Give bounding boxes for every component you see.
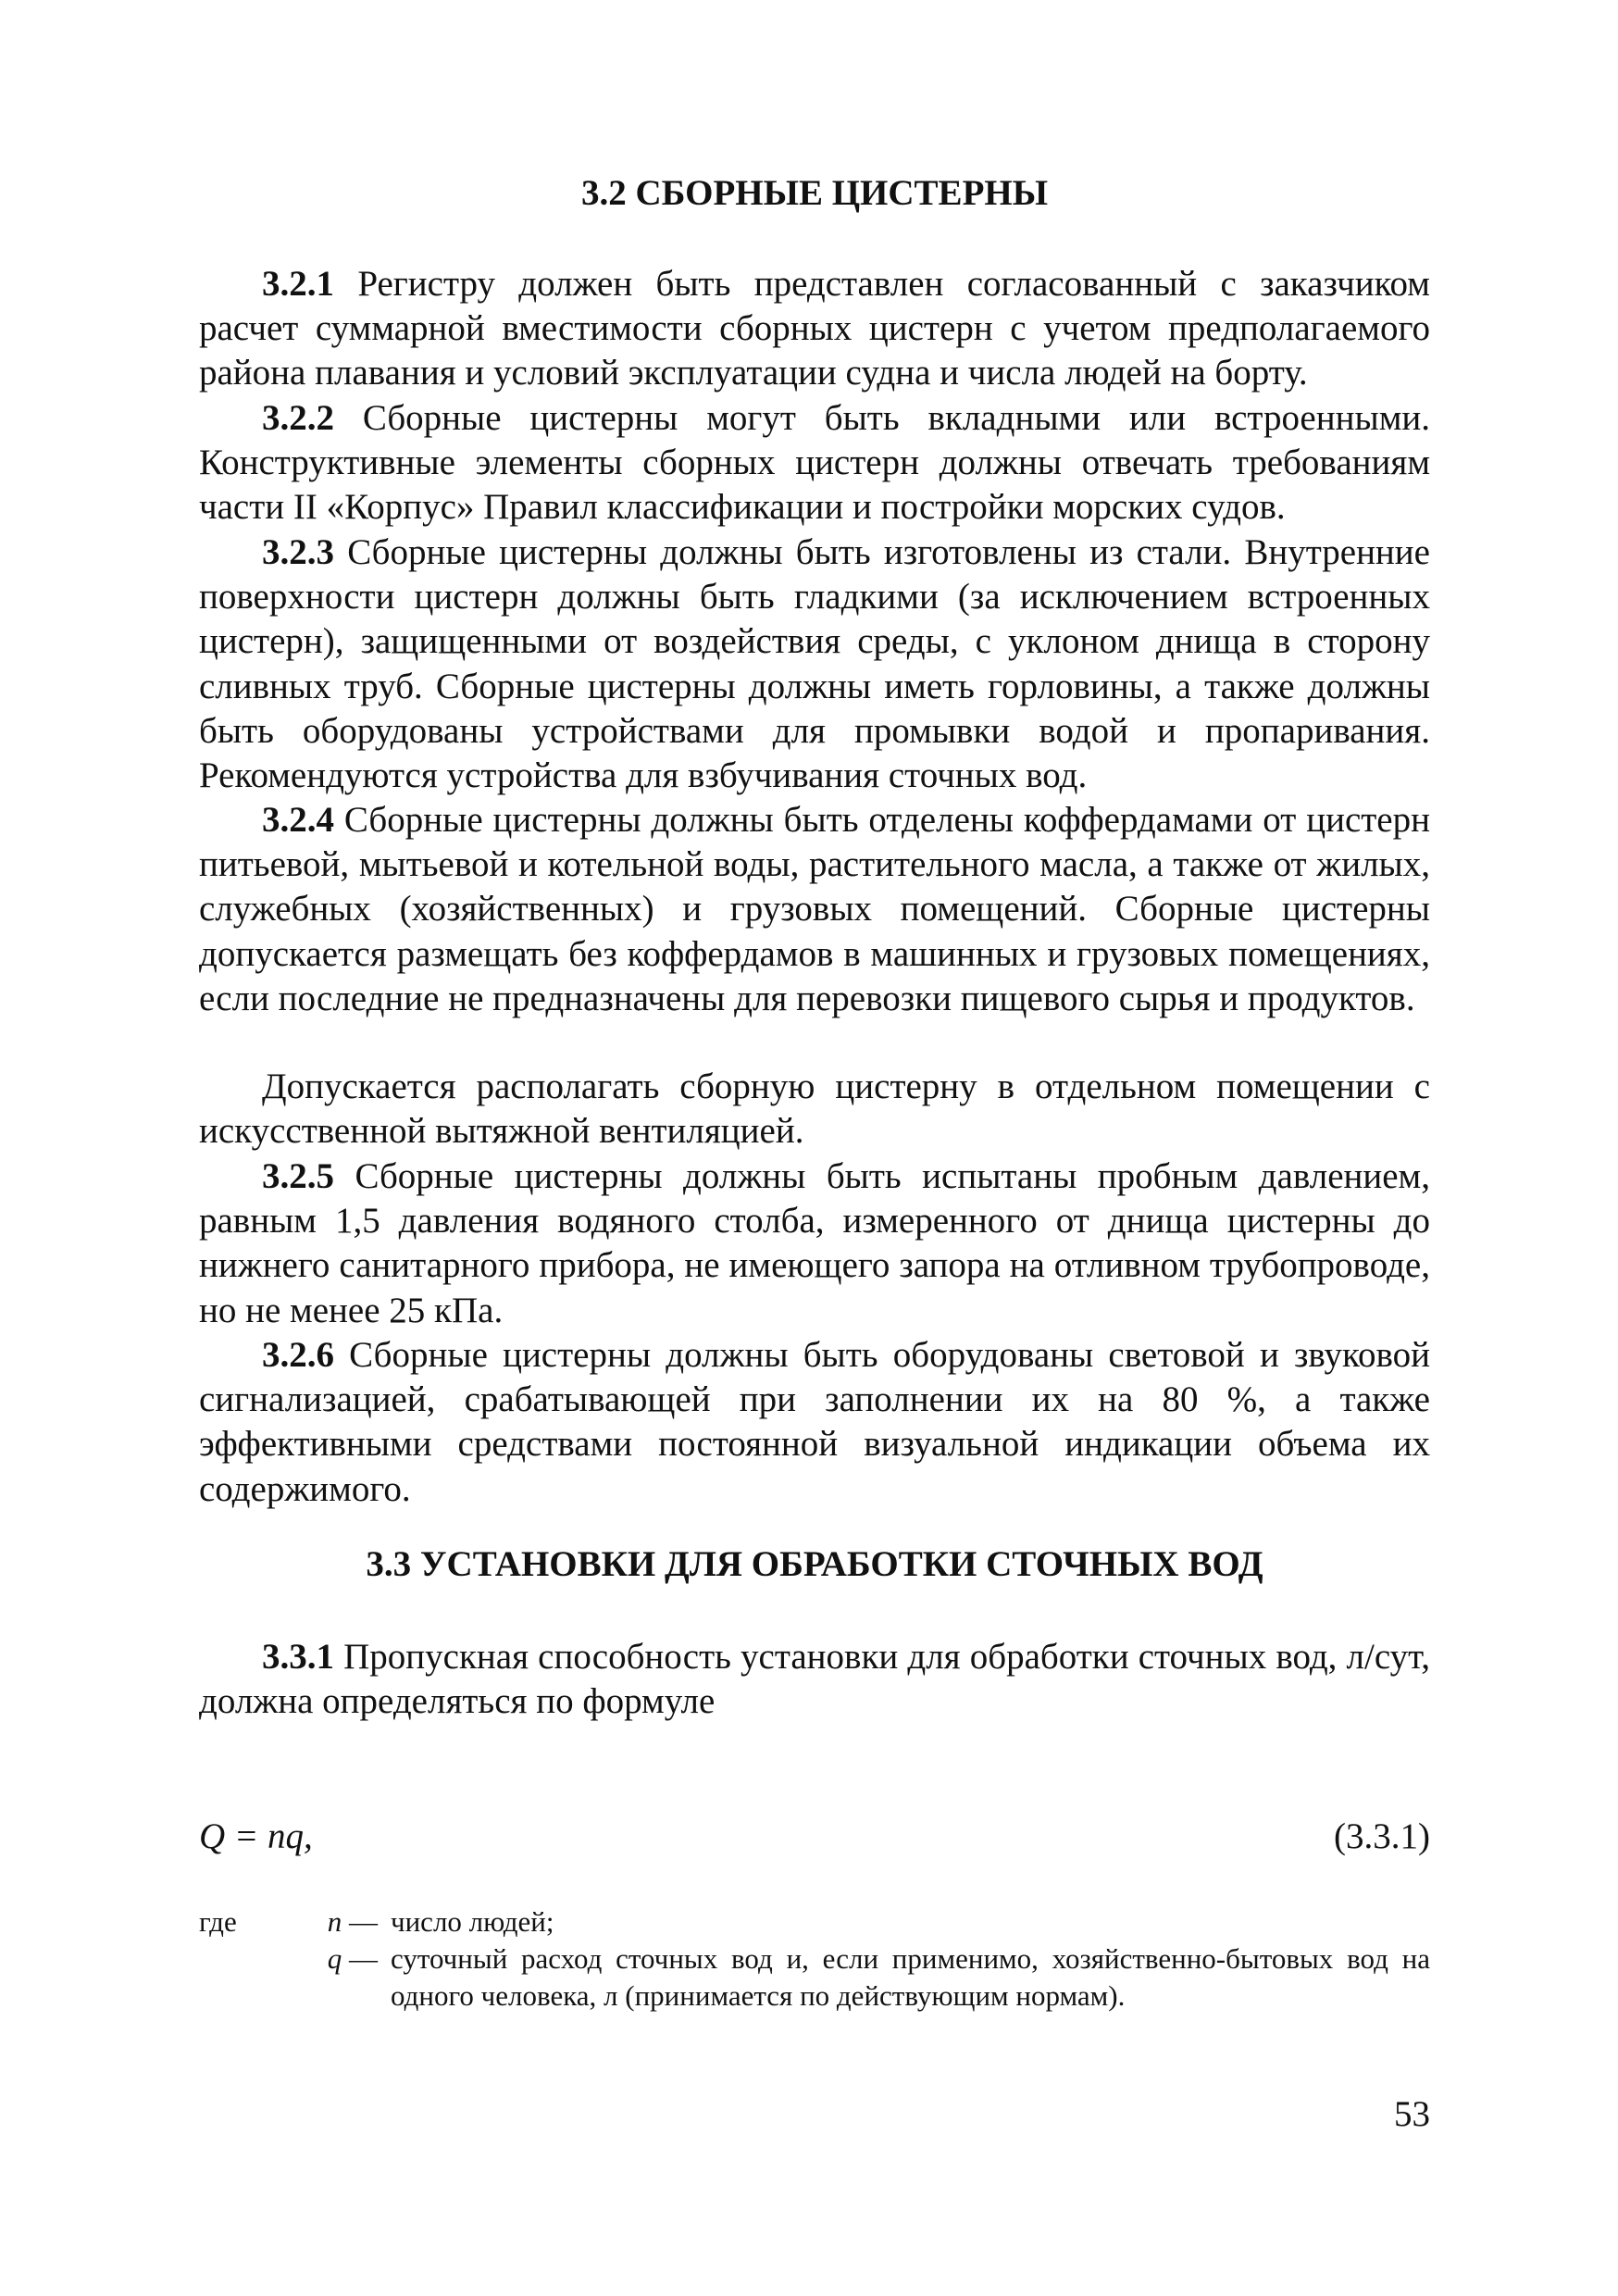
paragraph-3-3-1 — [199, 1635, 1430, 1724]
clause-number: 3.2.3 — [262, 532, 334, 572]
paragraph-3-2-6 — [199, 1333, 1430, 1512]
paragraph-text: Пропускная способность установки для обработки сточных вод, л/сут, должна определяться по формуле — [199, 1637, 1430, 1722]
paragraph-text: Допускается располагать сборную цистерну в отдельном помещении с искусственной вытяжной вентиляцией. — [199, 1067, 1430, 1152]
clause-number: 3.2.2 — [262, 398, 334, 438]
page-number: 53 — [1394, 2094, 1430, 2134]
paragraph-3-2-3 — [199, 530, 1430, 798]
document-page — [199, 0, 1430, 2296]
definition-symbol: n — — [327, 1905, 378, 1938]
paragraph-3-2-4 — [199, 798, 1430, 1021]
clause-number: 3.3.1 — [262, 1637, 334, 1677]
where-label: где — [199, 1905, 237, 1938]
paragraph-text: Регистру должен быть представлен согласованный с заказчиком расчет суммарной вместимости сборных цистерн с учетом предполагаемого района плавания и условий эксплуатации судна и числа людей на борту. — [199, 264, 1430, 393]
paragraph-text: Сборные цистерны могут быть вкладными или встроенными. Конструктивные элементы сборных цистерн должны отвечать требованиям части II «Корпус» Правил классификации и постройки морских судов. — [199, 398, 1430, 528]
paragraph-ventilation — [199, 1065, 1430, 1154]
definition-text: число людей; — [391, 1905, 554, 1938]
paragraph-text: Сборные цистерны должны быть испытаны пробным давлением, равным 1,5 давления водяного столба, измеренного от днища цистерны до нижнего санитарного прибора, не имеющего запора на отливном трубопроводе, но не менее 25 кПа. — [199, 1156, 1430, 1330]
formula-expression: Q = nq, — [199, 1816, 313, 1856]
paragraph-3-2-5 — [199, 1154, 1430, 1333]
clause-number: 3.2.4 — [262, 800, 334, 840]
paragraph-text: Сборные цистерны должны быть отделены коффердамами от цистерн питьевой, мытьевой и котельной воды, растительного масла, а также от жилых, служебных (хозяйственных) и грузовых помещений. Сборные цистерны допускается размещать без коффердамов в машинных и грузовых помещениях, если последние не предназначены для перевозки пищевого сырья и продуктов. — [199, 800, 1430, 1018]
section-heading-3-3: 3.3 УСТАНОВКИ ДЛЯ ОБРАБОТКИ СТОЧНЫХ ВОД — [366, 1544, 1263, 1584]
paragraph-3-2-2 — [199, 396, 1430, 530]
clause-number: 3.2.1 — [262, 264, 334, 304]
paragraph-3-2-1 — [199, 262, 1430, 396]
clause-number: 3.2.6 — [262, 1335, 334, 1375]
paragraph-text: Сборные цистерны должны быть изготовлены из стали. Внутренние поверхности цистерн должны быть гладкими (за исключением встроенных цистерн), защищенными от воздействия среды, с уклоном днища в сторону сливных труб. Сборные цистерны должны иметь горловины, а также должны быть оборудованы устройствами для промывки водой и пропаривания. Рекомендуются устройства для взбучивания сточных вод. — [199, 532, 1430, 796]
formula-3-3-1 — [199, 1815, 1430, 1859]
paragraph-text: Сборные цистерны должны быть оборудованы световой и звуковой сигнализацией, срабатывающей при заполнении их на 80 %, а также эффективными средствами постоянной визуальной индикации объема их содержимого. — [199, 1335, 1430, 1509]
definition-text: суточный расход сточных вод и, если применимо, хозяйственно-бытовых вод на одного человека, л (принимается по действующим нормам). — [391, 1942, 1430, 2012]
definition-symbol: q — — [327, 1942, 378, 1975]
clause-number: 3.2.5 — [262, 1156, 334, 1196]
section-heading-3-2: 3.2 СБОРНЫЕ ЦИСТЕРНЫ — [580, 173, 1049, 213]
equation-number: (3.3.1) — [1334, 1816, 1430, 1856]
